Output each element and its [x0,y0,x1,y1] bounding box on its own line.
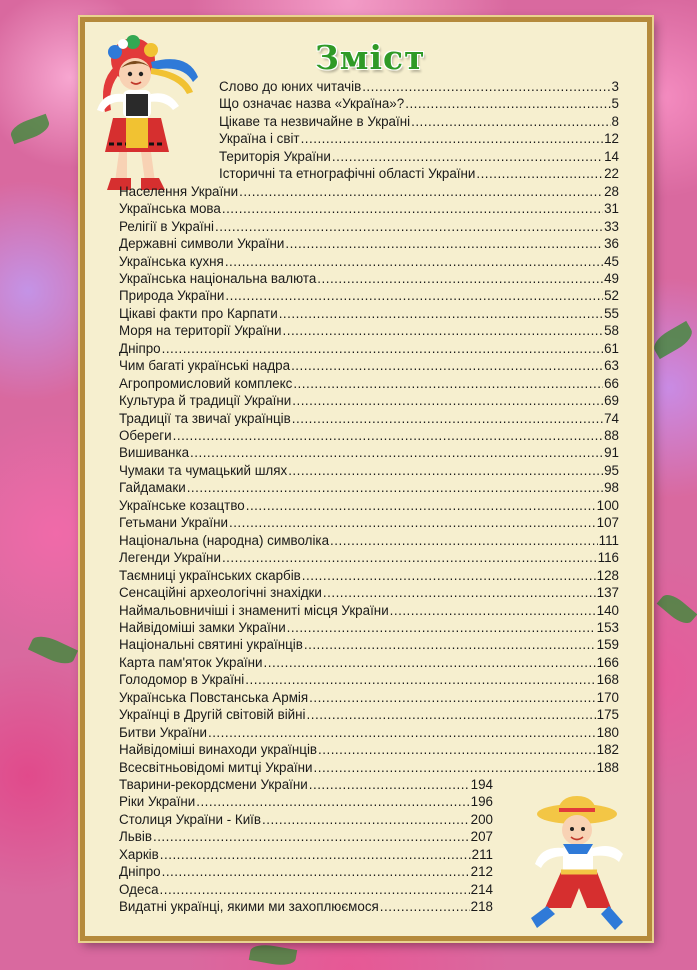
toc-leader-dots [153,829,470,845]
toc-entry-page: 200 [470,811,493,827]
toc-entry-title: Цікаві факти про Карпати [119,305,278,321]
toc-entry-title: Всесвітньовідомі митці України [119,759,313,775]
toc-entry-title: Національні святині українців [119,637,303,653]
toc-entry-title: Ріки України [119,794,196,810]
toc-entry-page: 58 [604,323,619,339]
toc-entry-page: 33 [604,218,619,234]
toc-entry-title: Агропромисловий комплекс [119,375,293,391]
toc-entry-title: Національна (народна) символіка [119,532,330,548]
toc-leader-dots [245,672,595,688]
toc-leader-dots [285,236,603,252]
toc-entry-title: Одеса [119,881,159,897]
toc-entry-page: 182 [596,742,619,758]
toc-leader-dots [405,96,610,112]
toc-leader-dots [411,114,610,130]
boy-illustration-icon [527,796,637,946]
toc-entry[interactable] [119,271,619,287]
toc-entry-title: Найвідоміші замки України [119,619,286,635]
toc-entry-title: Голодомор в Україні [119,672,245,688]
toc-leader-dots [292,393,603,409]
toc-entry-page: 153 [596,619,619,635]
toc-entry[interactable] [119,707,619,723]
toc-entry-title: Українська національна валюта [119,270,317,286]
toc-entry-title: Територія України [219,148,331,164]
toc-entry[interactable] [119,515,619,531]
toc-leader-dots [208,725,596,741]
toc-entry-title: Легенди України [119,550,221,566]
toc-entry[interactable] [119,725,619,741]
toc-entry-title: Тварини-рекордсмени України [119,777,308,792]
toc-entry[interactable] [119,463,619,479]
toc-entry-title: Видатні українці, якими ми захоплюємося [119,899,379,915]
toc-leader-dots [279,306,603,322]
toc-entry[interactable] [119,201,619,217]
toc-entry[interactable] [219,131,619,147]
toc-leader-dots [302,568,596,584]
toc-entry-page: 55 [604,305,619,321]
toc-leader-dots [330,533,598,549]
toc-entry[interactable] [119,603,619,619]
toc-entry[interactable] [119,236,619,252]
toc-entry[interactable] [119,184,619,200]
toc-leader-dots [264,655,596,671]
toc-entry[interactable] [119,672,619,688]
toc-entry-page: 12 [604,131,619,147]
toc-entry-page: 98 [604,480,619,496]
toc-entry-page: 28 [604,183,619,199]
toc-entry-page: 69 [604,393,619,409]
toc-entry-title: Що означає назва «Україна»? [219,96,405,112]
toc-entry[interactable] [219,149,619,165]
toc-entry-title: Моря на території України [119,323,282,339]
toc-entry-title: Дніпро [119,864,161,880]
toc-entry[interactable] [119,620,619,636]
toc-entry-page: 175 [596,707,619,723]
toc-entry-title: Чумаки та чумацький шлях [119,462,288,478]
toc-entry-title: Українська Повстанська Армія [119,689,309,705]
toc-leader-dots [292,411,603,427]
toc-entry-page: 66 [604,375,619,391]
toc-entry-page: 88 [604,428,619,443]
toc-entry-title: Столиця України - Київ [119,811,262,827]
toc-leader-dots [283,323,604,339]
toc-entry-page: 128 [596,567,619,583]
toc-leader-dots [287,620,596,636]
toc-entry-page: 49 [604,270,619,286]
toc-entry-page: 22 [604,166,619,182]
toc-entry-page: 116 [597,550,619,566]
toc-entry-page: 170 [596,689,619,705]
toc-leader-dots [291,358,603,374]
toc-page [80,17,652,941]
toc-entry-page: 194 [470,777,493,792]
toc-entry[interactable] [119,760,619,776]
toc-entry-title: Культура й традиції України [119,393,292,409]
toc-entry-page: 168 [596,672,619,688]
toc-entry[interactable] [119,254,619,270]
toc-entry-title: Українське козацтво [119,497,245,513]
toc-entry-title: Львів [119,829,152,845]
toc-entry-title: Таємниці українських скарбів [119,567,301,583]
toc-entry[interactable] [119,568,619,584]
toc-entry[interactable] [119,376,619,392]
toc-leader-dots [225,288,603,304]
toc-entry-page: 45 [604,253,619,269]
toc-leader-dots [187,480,603,496]
toc-leader-dots [162,864,470,880]
toc-entry-title: Наймальовничіші і знамениті місця України [119,602,389,618]
toc-leader-dots [309,690,596,706]
toc-leader-dots [262,812,470,828]
toc-entry[interactable] [119,655,619,671]
toc-entry-title: Релігії в Україні [119,218,215,234]
toc-leader-dots [196,794,469,810]
toc-leader-dots [304,637,596,653]
toc-entry[interactable] [219,114,619,130]
toc-entry-page: 74 [604,410,619,426]
toc-entry[interactable] [119,882,493,898]
toc-leader-dots [380,899,470,915]
toc-entry[interactable] [119,847,493,863]
toc-leader-dots [239,184,603,200]
toc-leader-dots [246,498,596,514]
toc-entry-title: Історичні та етнографічні області України [219,166,476,182]
toc-entry-page: 36 [604,236,619,252]
toc-leader-dots [288,463,603,479]
toc-entry-page: 8 [611,113,619,129]
toc-entry-title: Цікаве та незвичайне в Україні [219,113,411,129]
toc-entry[interactable] [119,428,619,444]
toc-entry-title: Гетьмани України [119,515,228,531]
toc-entry-page: 137 [596,585,619,601]
toc-entry-title: Україна і світ [219,131,300,147]
toc-entry-title: Традиції та звичаї українців [119,410,291,426]
toc-entry[interactable] [119,480,619,496]
toc-entry-page: 63 [604,358,619,374]
toc-entry-title: Гайдамаки [119,480,186,496]
toc-entry-page: 31 [604,201,619,217]
toc-entry-page: 61 [604,340,619,356]
toc-entry-title: Карта пам'яток України [119,654,263,670]
toc-entry-page: 14 [604,148,619,164]
toc-entry-title: Українська кухня [119,253,224,269]
toc-entry-page: 166 [596,654,619,670]
toc-entry-page: 3 [611,79,619,94]
toc-leader-dots [293,376,603,392]
toc-entry-page: 107 [596,515,619,531]
toc-entry-page: 5 [611,96,619,112]
toc-entry[interactable] [119,445,619,461]
toc-entry[interactable] [119,585,619,601]
toc-entry-page: 91 [604,445,619,461]
toc-entry-title: Сенсаційні археологічні знахідки [119,585,322,601]
toc-entry-page: 140 [596,602,619,618]
toc-entry[interactable] [119,899,493,915]
toc-entry[interactable] [219,166,619,182]
toc-entry-title: Слово до юних читачів [219,79,362,94]
toc-entry[interactable] [119,288,619,304]
toc-leader-dots [162,341,604,357]
toc-entry[interactable] [119,306,619,322]
toc-entry[interactable] [119,323,619,339]
toc-leader-dots [362,79,610,95]
toc-entry-title: Українська мова [119,201,221,217]
toc-entry[interactable] [119,742,619,758]
toc-entry-title: Харків [119,846,159,862]
toc-entry-title: Найвідоміші винаходи українців [119,742,318,758]
toc-entry[interactable] [119,498,619,514]
toc-leader-dots [476,166,603,182]
toc-entry[interactable] [119,393,619,409]
toc-entry-page: 95 [604,462,619,478]
toc-leader-dots [225,254,603,270]
toc-entry-page: 207 [470,829,493,845]
toc-entry-title: Дніпро [119,340,161,356]
toc-entry-page: 196 [470,794,493,810]
toc-entry[interactable] [119,550,619,566]
toc-entry[interactable] [119,533,619,549]
toc-entry-title: Обереги [119,428,172,443]
toc-entry[interactable] [119,777,493,793]
toc-entry[interactable] [119,864,493,880]
toc-leader-dots [229,515,596,531]
toc-entry[interactable] [119,690,619,706]
toc-entry[interactable] [119,812,493,828]
toc-entry[interactable] [119,637,619,653]
toc-leader-dots [390,603,596,619]
toc-leader-dots [307,707,596,723]
toc-entry-title: Українці в Другій світовій війні [119,707,306,723]
toc-entry[interactable] [119,411,619,427]
toc-entry[interactable] [119,358,619,374]
toc-entry-title: Чим багаті українські надра [119,358,291,374]
toc-entry-page: 180 [596,724,619,740]
girl-illustration-icon [93,32,203,202]
toc-entry-page: 100 [596,497,619,513]
toc-entry-title: Вишиванка [119,445,190,461]
toc-leader-dots [215,219,603,235]
toc-leader-dots [314,760,596,776]
toc-entry[interactable] [119,794,493,810]
toc-leader-dots [317,271,603,287]
toc-leader-dots [160,847,471,863]
toc-entry-title: Населення України [119,183,239,199]
toc-leader-dots [323,585,596,601]
toc-entry-page: 218 [470,899,493,915]
toc-leader-dots [190,445,603,461]
toc-leader-dots [222,201,603,217]
toc-entry-page: 188 [596,759,619,775]
toc-leader-dots [309,777,470,793]
toc-entry-page: 52 [604,288,619,304]
toc-leader-dots [301,131,604,147]
toc-entry-page: 111 [598,532,619,548]
toc-entry-title: Битви України [119,724,207,740]
toc-leader-dots [318,742,596,758]
page-title: Зміст [315,38,426,77]
toc-entry[interactable] [219,79,619,95]
toc-entry-page: 214 [470,881,493,897]
toc-entry-title: Природа України [119,288,225,304]
toc-leader-dots [160,882,470,898]
toc-leader-dots [222,550,597,566]
toc-leader-dots [332,149,603,165]
toc-entry-title: Державні символи України [119,236,285,252]
toc-entry[interactable] [119,341,619,357]
toc-entry[interactable] [119,829,493,845]
toc-entry[interactable] [119,219,619,235]
toc-entry-page: 212 [470,864,493,880]
toc-entry[interactable] [219,96,619,112]
toc-entry-page: 159 [596,637,619,653]
toc-leader-dots [173,428,603,444]
toc-entry-page: 211 [471,846,493,862]
